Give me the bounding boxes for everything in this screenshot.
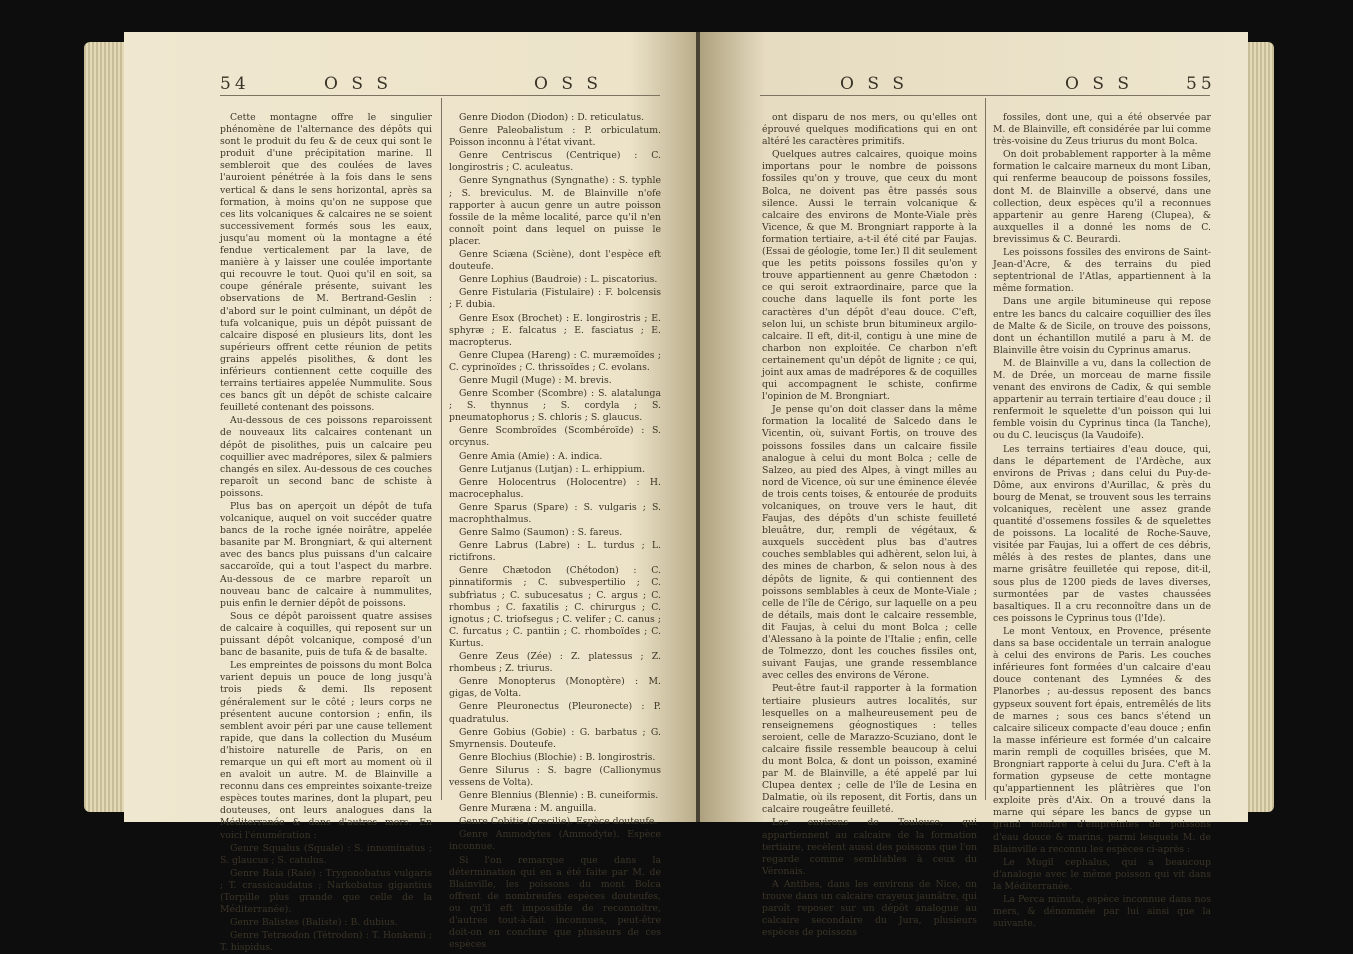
paragraph: Genre Centriscus (Centrique) : C. longirostris ; C. aculeatus. [449, 150, 661, 174]
paragraph: Genre Amia (Amie) : A. indica. [459, 450, 603, 462]
paragraph: M. de Blainville a vu, dans la collection de M. de Drée, un morceau de marne fissile venant des environs de Cadix, & qui semble appartenir au terrain tertiaire d'eau douce ; il renfermoit le squelette d'un poisson qui lui femble voisin du Cyprinus tinca (la Tanche), ou du C. leucisçus (la Vaudoife). [993, 357, 1211, 442]
paragraph: Genre Raia (Raie) : Trygonobatus vulgaris ; T. crassicaudatus ; Narkobatus gigantius (Torpille plus grande que celle de la Méditerranée). [220, 867, 432, 916]
column-rule [985, 98, 986, 800]
paragraph: Je pense qu'on doit classer dans la même formation la localité de Salcedo dans le Vicentin, où, suivant Fortis, on trouve des poissons fossiles dans un calcaire fissile analogue à celui du mont Bolca ; celle de Salzeo, au pied des Alpes, à vingt milles au nord de Vicence, où sur une éminence élevée de trois cents toises, & entourée de produits volcaniques, on trouve vers le haut, dit Faujas, des dépôts d'un schiste feuilleté bleuâtre, dur, rempli de végétaux, & auxquels succèdent plus bas d'autres couches semblables qui adhèrent, selon lui, à des mines de charbon, & selon nous à des dépôts de lignite, & qui contiennent des poissons semblables à ceux de Monte-Viale ; celle de l'île de Cérigo, sur laquelle on a peu de détails, mais dont le calcaire ressemble, dit Faujas, à celui du mont Bolca ; celle d'Alessano à la pointe de l'Italie ; enfin, celle de Tolmezzo, dont les couches fissiles ont, suivant Faujas, une grande ressemblance avec celles des environs de Vérone. [762, 404, 977, 682]
running-head: O S S [840, 74, 909, 94]
page-number: 55 [1186, 74, 1216, 94]
paragraph: ont disparu de nos mers, ou qu'elles ont éprouvé quelques modifications qui en ont altéré les caractères primitifs. [762, 112, 977, 148]
paragraph: Le Mugil cephalus, qui a beaucoup d'analogie avec le même poisson qui vit dans la Méditerranée. [993, 856, 1211, 892]
running-head: O S S [1065, 74, 1134, 94]
paragraph: Genre Scomber (Scombre) : S. alatalunga ; S. thynnus ; S. cordyla ; S. pneumatophorus ; S. chloris ; S. glaucus. [449, 388, 661, 424]
paragraph: Genre Blennius (Blennie) : B. cuneiformis. [459, 790, 659, 802]
paragraph: Genre Diodon (Diodon) : D. reticulatus. [459, 112, 645, 123]
paragraph: Cette montagne offre le singulier phénomène de l'alternance des dépôts qui sont le produit du feu & de ceux qui sont le produit d'une précipitation marine. Il sembleroit que des coulées de laves l'auroient pénétrée à la fois dans le sens vertical & dans le sens horizontal, après sa formation, à moins qu'on ne suppose que ces lits volcaniques & calcaires ne se soient successivement formés sous les eaux, jusqu'au moment où la montagne a été fendue verticalement par la lave, de manière à y laisser une coulée importante qui recouvre le tout. Quoi qu'il en soit, sa coupe générale présente, suivant les observations de M. Bertrand-Geslin : d'abord sur le point culminant, un dépôt de tufa volcanique, puis un dépôt puissant de calcaire disposé en plusieurs lits, dont les supérieurs offrent cette réunion de petits grains appelés pisolithes, & dont les inférieurs contiennent cette coquille des terrains tertiaires appelée Nummulite. Sous ces bancs gît un dépôt de schiste calcaire feuilleté contenant des poissons. [220, 112, 432, 414]
paragraph: Genre Fistularia (Fistulaire) : F. bolcensis ; F. dubia. [449, 287, 661, 311]
running-head: O S S [534, 74, 603, 94]
paragraph: Plus bas on aperçoit un dépôt de tufa volcanique, auquel on voit succéder quatre bancs de la roche ignée noirâtre, appelée basanite par M. Brongniart, & qui alternent avec des bancs plus puissans d'un calcaire saccaroïde, qui a tout l'aspect du marbre. Au-dessous de ce marbre reparoît un nouveau banc de calcaire à nummulites, puis enfin le dernier dépôt de poissons. [220, 501, 432, 609]
paragraph: Genre Tetraodon (Tétrodon) : T. Honkenii ; T. hispidus. [220, 930, 432, 954]
paragraph: fossiles, dont une, qui a été observée par M. de Blainville, eft considérée par lui comme très-voisine du Zeus triurus du mont Bolca. [993, 112, 1211, 148]
paragraph: Genre Chætodon (Chétodon) : C. pinnatiformis ; C. subvespertilio ; C. subfrìatus ; C. subucesatus ; C. argus ; C. rhombus ; C. faxatilis ; C. chirurgus ; C. ignotus ; C. triofsegus ; C. velifer ; C. canus ; C. furcatus ; C. pantiin ; C. rhomboïdes ; C. Kurtus. [449, 565, 661, 649]
paragraph: Genre Balistes (Baliste) : B. dubius. [230, 917, 398, 929]
paragraph: Genre Esox (Brochet) : E. longirostris ; E. sphyræ ; E. falcatus ; E. fasciatus ; E. macropterus. [449, 312, 661, 348]
paragraph: Dans une argile bitumineuse qui repose entre les bancs du calcaire coquillier des îles de Malte & de Sicile, on trouve des poissons, dont un échantillon mutilé a paru à M. de Blainville être voisin du Cyprinus amarus. [993, 296, 1211, 356]
running-head: O S S [324, 74, 393, 94]
paragraph: Genre Gobius (Gobie) : G. barbatus ; G. Smyrnensis. Douteufe. [449, 726, 661, 750]
paragraph: Genre Mugil (Muge) : M. brevis. [459, 374, 612, 386]
paragraph: La Perca minuta, espèce inconnue dans nos mers, & dénommée par lui ainsi que la suivante. [993, 894, 1211, 930]
paragraph: Genre Sparus (Spare) : S. vulgaris ; S. macrophthalmus. [449, 501, 661, 525]
paragraph: Les empreintes de poissons du mont Bolca varient depuis un pouce de long jusqu'à trois pieds & demi. Ils reposent généralement sur le côté ; leurs corps ne présentent aucune contorsion ; enfin, ils semblent avoir péri par une cause tellement rapide, que dans la collection du Muséum d'histoire naturelle de Paris, on en remarque un qui eft mort au moment où il en avaloit un autre. M. de Blainville a reconnu dans ces empreintes soixante-treize espèces toutes marines, dont la plupart, peu douteuses, ont leurs analogues dans la Méditerranée & dans d'autres mers. En voici l'énumération : [220, 660, 432, 841]
paragraph: Les environs de Toulouse, qui appartiennent au calcaire de la formation tertiaire, recèlent aussi des poissons que l'on regarde comme semblables à ceux du Véronais. [762, 817, 977, 877]
paragraph: Sous ce dépôt paroissent quatre assises de calcaire à coquilles, qui reposent sur un puissant dépôt volcanique, composé d'un banc de basanite, puis de tufa & de basalte. [220, 610, 432, 659]
paragraph: Genre Salmo (Saumon) : S. fareus. [459, 527, 623, 539]
paragraph: Peut-être faut-il rapporter à la formation tertiaire plusieurs autres localités, sur lesquelles on a malheureusement peu de renseignemens géognostiques : telles seroient, celle de Marazzo-Scuziano, dont le calcaire fissile ressemble beaucoup à celui du mont Bolca, & dont un poisson, examiné par M. de Blainville, a été appelé par lui Clupea dentex ; celle de l'île de Lesina en Dalmatie, où ils reposent, dit Fortis, dans un calcaire rougeâtre feuilleté. [762, 683, 977, 816]
paragraph: Quelques autres calcaires, quoique moins importans pour le nombre de poissons fossiles qu'on y trouve, que ceux du mont Bolca, ne doivent pas être passés sous silence. Aussi le terrain volcanique & calcaire des environs de Monte-Viale près Vicence, & que M. Brongniart rapporte à la formation tertiaire, a-t-il été cité par Faujas. (Essai de géologie, tome Ier.) Il dit seulement que les petits poissons fossiles qu'on y trouve appartiennent au genre Chætodon : ce qui seroit extraordinaire, parce que la couche dans laquelle ils font porte les caractères d'un dépôt d'eau douce. C'eft, selon lui, un schiste brun bitumineux argilo-calcaire. Il eft, dit-il, contigu à une mine de charbon non exploitée. Ce charbon n'eft certainement qu'un dépôt de lignite ; ce qui, joint aux amas de madrépores & de coquilles qui accompagnent le schiste, confirme l'opinion de M. Brongniart. [762, 149, 977, 403]
paragraph: A Antibes, dans les environs de Nice, on trouve dans un calcaire crayeux jaunâtre, qui paroît reposer sur un dépôt analogue au calcaire secondaire du Jura, plusieurs espèces de poissons [762, 878, 977, 939]
paragraph: Les terrains tertiaires d'eau douce, qui, dans le département de l'Ardèche, aux environs de Privas ; dans celui du Puy-de-Dôme, aux environs d'Aurillac, & près du bourg de Menat, se trouvent sous les terrains volcaniques, recèlent une assez grande quantité d'ossemens fossiles & de squelettes de poissons. La localité de Roche-Sauve, visitée par Faujas, lui a offert de ces débris, mêlés à des restes de plantes, dans une marne grisâtre feuilletée qui repose, dit-il, sous plus de 1200 pieds de laves diverses, surmontées par de vastes chaussées basaltiques. Il a cru reconnoître dans un de ces poissons le Cyprinus tous (l'Ide). [993, 443, 1211, 624]
paragraph: Genre Clupea (Hareng) : C. muræmoïdes ; C. cyprinoïdes ; C. thrissoïdes ; C. evolans. [449, 349, 661, 373]
paragraph: Genre Sciæna (Sciène), dont l'espèce eft douteufe. [449, 249, 661, 273]
column-rule [441, 98, 442, 800]
paragraph: Si l'on remarque que dans la détermination qui en a été faite par M. de Blainville, les poissons du mont Bolca offrent de nombreufes espèces douteufes, ou qu'il eft impossible de reconnoître, d'autres tout-à-fait inconnues, peut-être doit-on en conclure que plusieurs de ces espèces [449, 854, 661, 951]
paragraph: Genre Ammodytes (Ammodyte). Espèce inconnue. [449, 829, 661, 853]
text-column-2 [993, 112, 1211, 930]
header-rule [760, 95, 1210, 96]
paragraph: Genre Lophius (Baudroie) : L. piscatorius. [459, 274, 658, 286]
paragraph: Genre Scombroïdes (Scombéroïde) : S. orcynus. [449, 425, 661, 449]
paragraph: Genre Muræna : M. anguilla. [459, 803, 597, 815]
paragraph: Genre Paleobalistum : P. orbiculatum. Poisson inconnu à l'état vivant. [449, 125, 661, 149]
paragraph: Genre Holocentrus (Holocentre) : H. macrocephalus. [449, 476, 661, 500]
paragraph: Le mont Ventoux, en Provence, présente dans sa base occidentale un terrain analogue à celui des environs de Paris. Les couches inférieures font formées d'un calcaire d'eau douce contenant des Lymnées & des Planorbes ; au-dessus reposent des bancs gypseux souvent fort épais, entremêlés de lits de marnes ; sous ces bancs s'étend un calcaire siliceux compacte d'eau douce ; enfin la masse inférieure est formée d'un calcaire marin rempli de coquilles brisées, que M. Brongniart rapporte à celui du Jura. C'eft à la formation gypseuse de cette montagne qu'appartiennent les plâtrières que l'on exploite près d'Aix. On a trouvé dans la marne qui sépare les bancs de gypse un grand nombre d'empreintes de poissons d'eau douce & marins, parmi lesquels M. de Blainville a reconnu les espèces ci-après : [993, 625, 1211, 855]
paragraph: Genre Blochius (Blochie) : B. longirostris. [459, 751, 656, 763]
left-page [124, 32, 699, 954]
paragraph: Genre Monopterus (Monoptère) : M. gigas, de Volta. [449, 676, 661, 700]
text-column-1 [762, 112, 977, 939]
right-page [700, 32, 1248, 939]
paragraph: Genre Squalus (Squale) : S. innominatus ; S. glaucus ; S. catulus. [220, 842, 432, 866]
paragraph: Genre Zeus (Zée) : Z. platessus ; Z. rhombeus ; Z. triurus. [449, 651, 661, 675]
paragraph: Genre Silurus : S. bagre (Callionymus vessens de Volta). [449, 764, 661, 788]
header-rule [220, 95, 660, 96]
paragraph: Genre Lutjanus (Lutjan) : L. erhippium. [459, 463, 646, 475]
paragraph: Au-dessous de ces poissons reparoissent de nouveaux lits calcaires contenant un dépôt de pisolithes, puis un calcaire peu coquillier avec madrépores, silex & palmiers changés en silex. Au-dessous de ces couches reparoît un second banc de schiste à poissons. [220, 415, 432, 499]
paragraph: Les poissons fossiles des environs de Saint-Jean-d'Acre, & des terrains du pied septentrional de l'Atlas, appartiennent à la même formation. [993, 247, 1211, 295]
paragraph: On doit probablement rapporter à la même formation le calcaire marneux du mont Liban, qui renferme beaucoup de poissons fossiles, dont M. de Blainville a observé, dans une collection, deux espèces qu'il a reconnues appartenir au genre Hareng (Clupea), & auxquelles il a donné les noms de C. brevissimus & C. Beurardi. [993, 149, 1211, 245]
open-book [84, 24, 1274, 954]
paragraph: Genre Syngnathus (Syngnathe) : S. typhle ; S. breviculus. M. de Blainville n'ofe rapporter à aucun genre un autre poisson fossile de la même localité, parce qu'il n'en connoît point dans lequel on puisse le placer. [449, 175, 661, 247]
paragraph: Genre Cobitis (Cœcilie). Espèce douteufe. [459, 816, 658, 828]
page-number: 54 [220, 74, 250, 94]
paragraph: Genre Labrus (Labre) : L. turdus ; L. rictifrons. [449, 540, 661, 564]
text-column-2 [449, 112, 661, 951]
paragraph: Genre Pleuronectus (Pleuronecte) : P. quadratulus. [449, 701, 661, 725]
book-page-edges-right [1244, 42, 1274, 812]
text-column-1 [220, 112, 432, 954]
